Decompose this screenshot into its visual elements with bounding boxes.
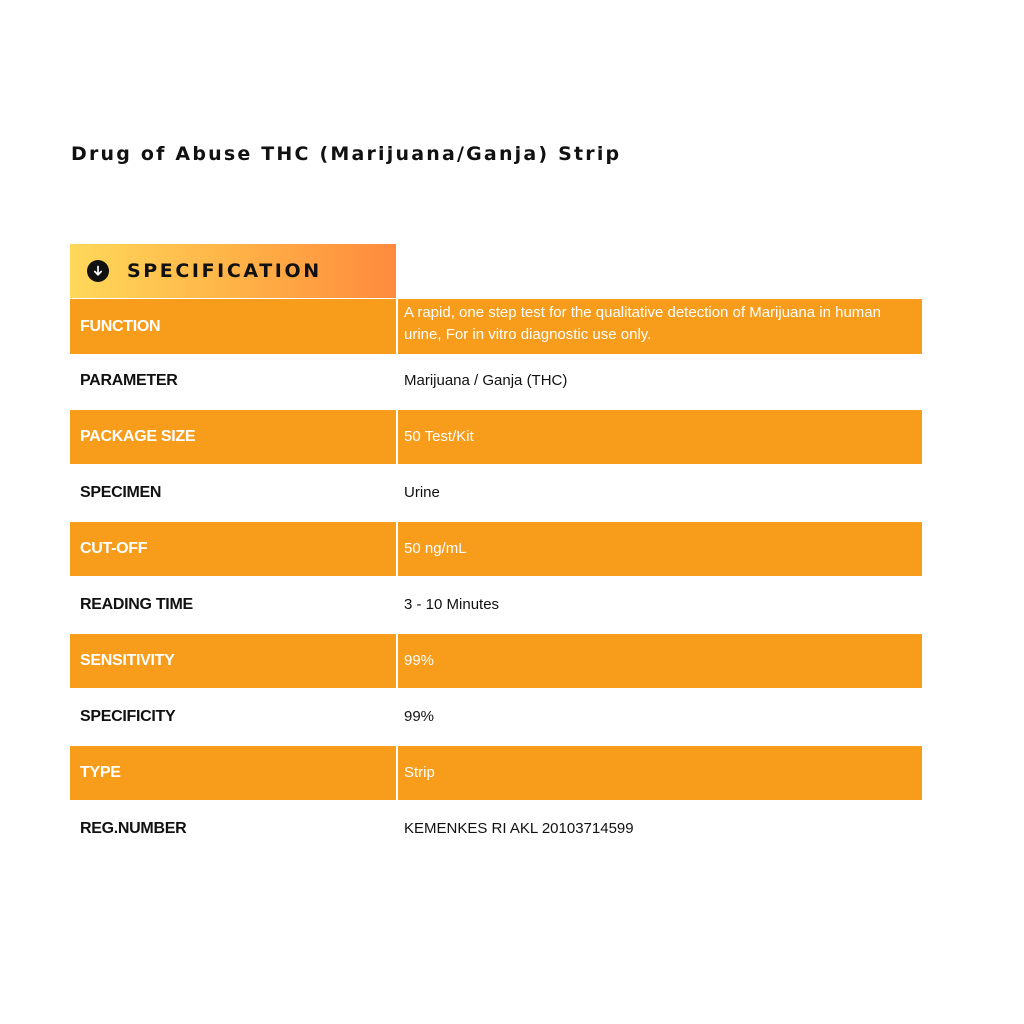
spec-row-sensitivity (70, 634, 922, 690)
spec-value: A rapid, one step test for the qualitative detection of Marijuana in human urine, For in vitro diagnostic use only. (398, 299, 922, 354)
spec-label: SENSITIVITY (70, 634, 396, 688)
specification-header (70, 244, 396, 298)
specification-title: SPECIFICATION (127, 260, 322, 282)
spec-label: SPECIFICITY (70, 690, 396, 744)
spec-row-specimen (70, 466, 922, 522)
spec-row-specificity (70, 690, 922, 746)
spec-row-function (70, 299, 922, 354)
spec-value: 50 ng/mL (398, 522, 922, 576)
specification-table (70, 299, 922, 858)
spec-label: PARAMETER (70, 354, 396, 408)
spec-label: SPECIMEN (70, 466, 396, 520)
page-title: Drug of Abuse THC (Marijuana/Ganja) Strip (71, 143, 622, 165)
arrow-down-circle-icon (87, 260, 109, 282)
spec-label: CUT-OFF (70, 522, 396, 576)
spec-value: 50 Test/Kit (398, 410, 922, 464)
spec-label: FUNCTION (70, 299, 396, 354)
spec-row-reg-number (70, 802, 922, 858)
spec-row-parameter (70, 354, 922, 410)
spec-row-reading-time (70, 578, 922, 634)
spec-label: PACKAGE SIZE (70, 410, 396, 464)
spec-row-package-size (70, 410, 922, 466)
spec-row-cut-off (70, 522, 922, 578)
spec-value: Strip (398, 746, 922, 800)
spec-label: REG.NUMBER (70, 802, 396, 856)
spec-value: KEMENKES RI AKL 20103714599 (398, 802, 922, 856)
spec-row-type (70, 746, 922, 802)
spec-value: Urine (398, 466, 922, 520)
spec-value: Marijuana / Ganja (THC) (398, 354, 922, 408)
spec-label: READING TIME (70, 578, 396, 632)
spec-label: TYPE (70, 746, 396, 800)
spec-value: 99% (398, 634, 922, 688)
spec-value: 99% (398, 690, 922, 744)
spec-value: 3 - 10 Minutes (398, 578, 922, 632)
